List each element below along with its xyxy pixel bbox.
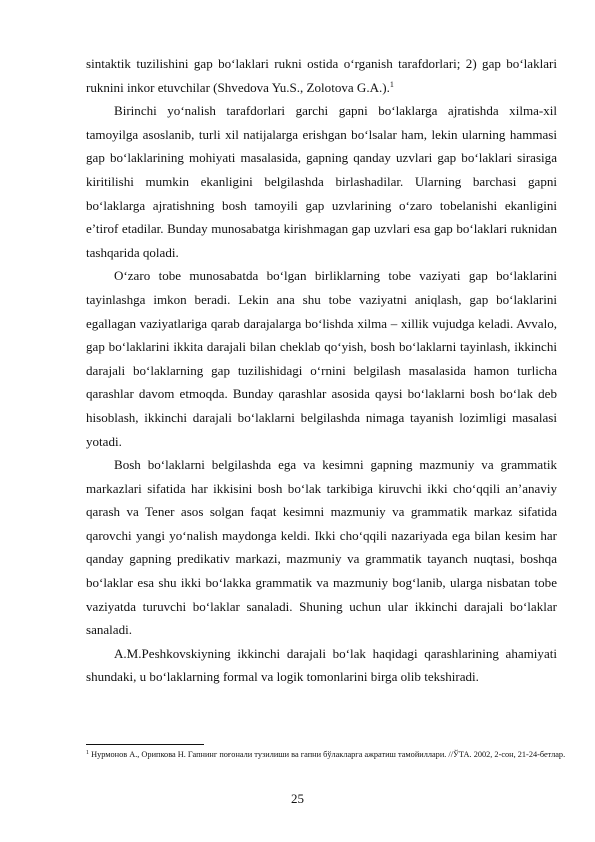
paragraph-1-text: sintaktik tuzilishini gap bo‘laklari rukni ostida o‘rganish tarafdorlari; 2) gap bo‘laklari ruknini inkor etuvchilar (Shvedova Yu.S., Zolotova G.A.). [86,56,557,95]
footnote-text: Нурмонов А., Орипкова Н. Гапнинг поғонали тузилиши ва гапни бўлакларга ажратиш тамойиллари. //ЎТА. 2002, 2-сон, 21-24-бетлар. [89,750,566,759]
paragraph-4: Bosh bo‘laklarni belgilashda ega va kesimni gapning mazmuniy va grammatik markazlari sifatida har ikkisini bosh bo‘lak tarkibiga kiruvchi ikki cho‘qqili an’anaviy qarash va Tener asos solgan faqat kesimni mazmuniy va grammatik markaz sifatida qarovchi yangi yo‘nalish maydonga keldi. Ikki cho‘qqili nazariyada ega bilan kesim har qanday gapning predikativ markazi, mazmuniy va grammatik tayanch nuqtasi, boshqa bo‘laklar esa shu ikki bo‘lakka grammatik va mazmuniy bog‘lanib, ularga nisbatan tobe vaziyatda turuvchi bo‘laklar sanaladi. Shuning uchun ular ikkinchi darajali bo‘laklar sanaladi. [86,457,557,638]
footnote-divider [86,744,204,745]
footnote-marker: 1 [86,750,89,756]
paragraph-1 [86,52,557,99]
document-body [86,52,557,689]
footnote-reference: 1 [389,79,394,89]
paragraph-5: A.M.Peshkovskiyning ikkinchi darajali bo‘lak haqidagi qarashlarining ahamiyati shundaki, u bo‘laklarning formal va logik tomonlarini birga olib tekshiradi. [86,645,557,685]
paragraph-2: Birinchi yo‘nalish tarafdorlari garchi gapni bo‘laklarga ajratishda xilma-xil tamoyilga asoslanib, turli xil natijalarga erishgan bo‘lsalar ham, lekin ularning hammasi gap bo‘laklarining mohiyati masalasida, gapning qanday uzvlari gap bo‘laklari sirasiga kiritilishi mumkin ekanligini belgilashda birlashadilar. Ularning barchasi gapni bo‘laklarga ajratishning bosh tamoyili gap uzvlarining o‘zaro tobelanishi ekanligini e’tirof etadilar. Bunday munosabatga kirishmagan gap uzvlari esa gap bo‘laklari ruknidan tashqarida qoladi. [86,103,557,260]
footnote [86,749,566,761]
page-number: 25 [291,791,304,806]
paragraph-3: O‘zaro tobe munosabatda bo‘lgan birliklarning tobe vaziyati gap bo‘laklarini tayinlashga imkon beradi. Lekin ana shu tobe vaziyatni aniqlash, gap bo‘laklarini egallagan vaziyatlariga qarab darajalarga bo‘lishda xilma – xillik vujudga keladi. Avvalo, gap bo‘laklarini ikkita darajali bilan cheklab qo‘yish, bosh bo‘laklarni tayinlash, ikkinchi darajali bo‘laklarning gap tuzilishidagi o‘rnini belgilash masalasida hamon turlicha qarashlar davom etmoqda. Bunday qarashlar asosida qaysi bo‘laklarni bosh bo‘lak deb hisoblash, ikkinchi darajali bo‘laklarni belgilashda nimaga tayanish lozimligi masalasi yotadi. [86,268,557,449]
